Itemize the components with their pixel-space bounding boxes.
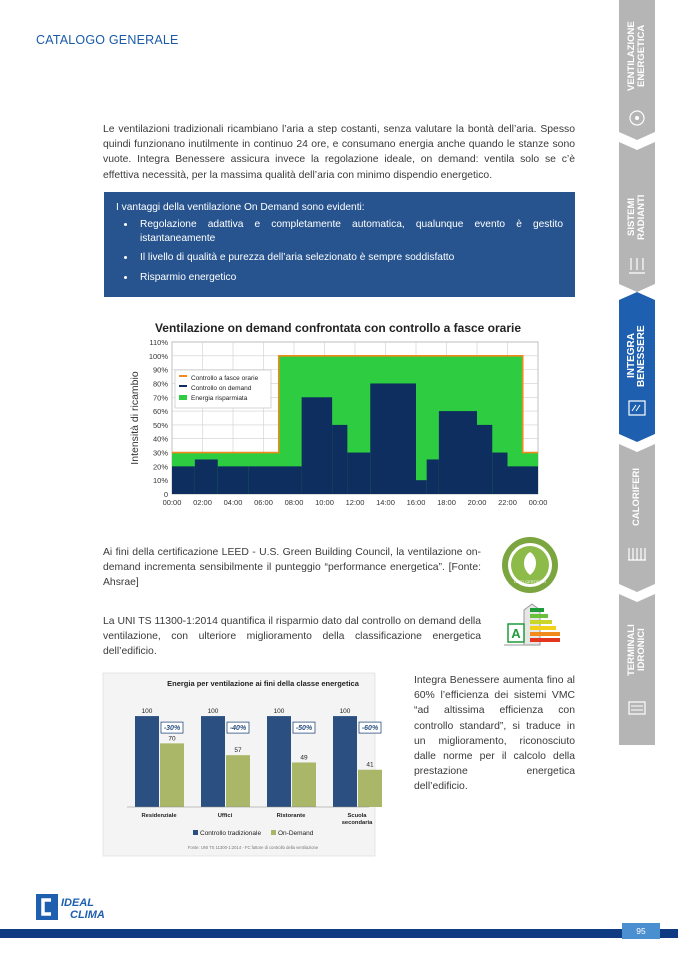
category-label: secondaria bbox=[341, 820, 373, 826]
leed-paragraph: Ai fini della certificazione LEED - U.S. Green Building Council, la ventilazione on-demand incrementa sensibilmente il punteggio “performance energetica”. [Fonte: Ahsrae] bbox=[103, 547, 481, 589]
benefits-list bbox=[116, 218, 563, 284]
on-demand-bar bbox=[172, 466, 195, 494]
legend-swatch bbox=[179, 375, 187, 377]
ondemand-bar bbox=[226, 755, 250, 807]
traditional-bar bbox=[135, 716, 159, 807]
page-number: 95 bbox=[622, 923, 660, 939]
x-tick-label: 18:00 bbox=[437, 498, 456, 507]
savings-label: -40% bbox=[229, 725, 247, 733]
fan-icon bbox=[627, 108, 647, 128]
ventilation-demand-chart bbox=[128, 318, 548, 516]
chart-source: Fonte: UNI TS 11300-1:2014 - FC fattore di controllo della ventilazione bbox=[187, 845, 319, 850]
x-tick-label: 00:00 bbox=[162, 498, 182, 507]
bar-value-label: 41 bbox=[366, 761, 374, 769]
on-demand-bar bbox=[347, 453, 370, 494]
traditional-bar bbox=[267, 716, 291, 807]
tab-sistemi-radianti[interactable] bbox=[619, 142, 655, 292]
y-tick-label: 20% bbox=[152, 462, 168, 472]
logo-line1: IDEAL bbox=[61, 897, 94, 909]
chart-legend bbox=[175, 370, 271, 408]
y-tick-label: 80% bbox=[152, 379, 168, 389]
savings-label: -30% bbox=[163, 725, 181, 733]
y-tick-label: 60% bbox=[152, 407, 168, 417]
y-tick-label: 90% bbox=[152, 365, 168, 375]
bar-value-label: 70 bbox=[168, 735, 176, 743]
on-demand-bar bbox=[439, 411, 477, 494]
y-tick-label: 100% bbox=[148, 351, 168, 361]
on-demand-bar bbox=[508, 466, 539, 494]
radiator-icon bbox=[626, 542, 648, 564]
traditional-bar bbox=[201, 716, 225, 807]
x-tick-label: 06:00 bbox=[254, 498, 273, 507]
x-tick-label: 12:00 bbox=[345, 498, 365, 507]
y-axis-label: Intensità di ricambio bbox=[129, 371, 141, 465]
y-tick-label: 40% bbox=[152, 434, 168, 444]
x-tick-label: 20:00 bbox=[467, 498, 487, 507]
leed-badge-label: LEED CERTIFIED bbox=[513, 579, 547, 584]
section-tabs bbox=[619, 0, 655, 745]
intro-paragraph: Le ventilazioni tradizionali ricambiano l’aria a step costanti, senza valutare la bontà dell’aria. Spesso quindi funzionano inutilmente in continuo 24 ore, e consumano energia anche quando le stanze sono vuote. Integra Benessere assicura invece la regolazione ideale, on demand: ventila solo se c’è effettiva necessità, per la massima qualità dell’aria con minimo dispendio energetico. bbox=[103, 124, 575, 181]
traditional-bar bbox=[333, 716, 357, 807]
tab-integra-benessere[interactable] bbox=[619, 292, 655, 442]
energy-class-bar-chart bbox=[103, 673, 379, 856]
benefit-item: • Risparmio energetico bbox=[136, 271, 563, 285]
on-demand-bar bbox=[248, 466, 301, 494]
legend-swatch bbox=[179, 385, 187, 387]
x-tick-label: 14:00 bbox=[376, 498, 395, 507]
y-tick-label: 10% bbox=[152, 476, 168, 486]
y-tick-label: 70% bbox=[152, 393, 168, 403]
bar-value-label: 100 bbox=[273, 708, 285, 716]
chart-title: Energia per ventilazione ai fini della classe energetica bbox=[167, 679, 359, 688]
legend-label: On-Demand bbox=[278, 830, 314, 837]
integra-unit-icon bbox=[627, 398, 647, 418]
tab-caloriferi[interactable] bbox=[619, 444, 655, 592]
benefits-title: I vantaggi della ventilazione On Demand sono evidenti: bbox=[116, 202, 365, 213]
legend-label: Energia risparmiata bbox=[191, 395, 248, 402]
category-label: Uffici bbox=[217, 813, 233, 819]
tab-ventilazione-energetica[interactable] bbox=[619, 0, 655, 140]
x-tick-label: 02:00 bbox=[193, 498, 212, 507]
y-tick-label: 0 bbox=[163, 490, 168, 499]
ideal-clima-logo bbox=[36, 892, 126, 922]
y-tick-label: 110% bbox=[149, 338, 168, 347]
bar-value-label: 57 bbox=[234, 747, 242, 755]
x-tick-label: 16:00 bbox=[406, 498, 426, 507]
x-tick-label: 04:00 bbox=[223, 498, 243, 507]
category-label: Ristorante bbox=[276, 813, 306, 819]
leed-certified-badge bbox=[500, 535, 560, 595]
integra-paragraph: Integra Benessere aumenta fino al 60% l’efficienza dei sistemi VMC “ad altissima efficienza con controllo standard”, si traduce in un miglioramento, riconosciuto dalle norme per il calcolo della prestazione energetica dell’edificio. bbox=[414, 675, 575, 793]
ondemand-bar bbox=[292, 762, 316, 807]
page-header-title: CATALOGO GENERALE bbox=[36, 33, 179, 47]
benefits-box bbox=[104, 192, 575, 297]
savings-label: -60% bbox=[361, 725, 379, 733]
legend-swatch bbox=[193, 830, 198, 835]
chart-title: Ventilazione on demand confrontata con controllo a fasce orarie bbox=[154, 321, 522, 335]
legend-swatch bbox=[271, 830, 276, 835]
bar-value-label: 100 bbox=[207, 708, 219, 716]
radiant-floor-icon bbox=[628, 256, 646, 276]
on-demand-bar bbox=[332, 425, 347, 494]
bar-value-label: 100 bbox=[141, 708, 153, 716]
on-demand-bar bbox=[195, 459, 218, 494]
x-tick-label: 10:00 bbox=[315, 498, 334, 507]
tab-label: CALORIFERI bbox=[631, 467, 642, 527]
tab-label: INTEGRA BENESSERE bbox=[626, 325, 647, 387]
bar-value-label: 49 bbox=[300, 754, 308, 762]
tab-label: SISTEMI RADIANTI bbox=[626, 194, 647, 240]
x-tick-label: 22:00 bbox=[498, 498, 517, 507]
on-demand-bar bbox=[477, 425, 492, 494]
savings-label: -50% bbox=[295, 725, 313, 733]
category-label: Scuola bbox=[347, 813, 367, 819]
energy-class-icon bbox=[502, 600, 562, 655]
logo-line2: CLIMA bbox=[70, 909, 105, 921]
y-tick-label: 50% bbox=[152, 420, 168, 430]
uni-paragraph: La UNI TS 11300-1:2014 quantifica il risparmio dato dal controllo on demand della ventilazione, con ulteriore miglioramento della classificazione energetica dell’edificio. bbox=[103, 616, 481, 658]
fancoil-icon bbox=[627, 698, 647, 718]
on-demand-bar bbox=[492, 453, 507, 494]
legend-label: Controllo a fasce orarie bbox=[191, 375, 259, 382]
benefit-item: • Il livello di qualità e purezza dell’aria selezionato è sempre soddisfatto bbox=[136, 251, 563, 265]
legend-swatch bbox=[179, 395, 187, 400]
footer-bar bbox=[0, 929, 678, 938]
legend-label: Controllo tradizionale bbox=[200, 830, 262, 837]
on-demand-bar bbox=[427, 459, 439, 494]
on-demand-bar bbox=[218, 466, 249, 494]
on-demand-bar bbox=[370, 383, 416, 494]
legend-label: Controllo on demand bbox=[191, 385, 252, 392]
tab-label: TERMINALI IDRONICI bbox=[626, 624, 647, 676]
ondemand-bar bbox=[358, 770, 382, 807]
x-tick-label: 00:00 bbox=[528, 498, 548, 507]
tab-label: VENTILAZIONE ENERGETICA bbox=[626, 21, 647, 91]
on-demand-bar bbox=[416, 480, 427, 494]
on-demand-bar bbox=[302, 397, 333, 494]
benefit-item: • Regolazione adattiva e completamente automatica, qualunque evento è gestito istantaneamente bbox=[136, 218, 563, 245]
category-label: Residenziale bbox=[141, 813, 177, 819]
energy-class-letter: A bbox=[511, 626, 521, 641]
x-tick-label: 08:00 bbox=[284, 498, 304, 507]
bar-value-label: 100 bbox=[339, 708, 351, 716]
tab-terminali-idronici[interactable] bbox=[619, 594, 655, 745]
y-tick-label: 30% bbox=[152, 448, 168, 458]
ondemand-bar bbox=[160, 743, 184, 807]
